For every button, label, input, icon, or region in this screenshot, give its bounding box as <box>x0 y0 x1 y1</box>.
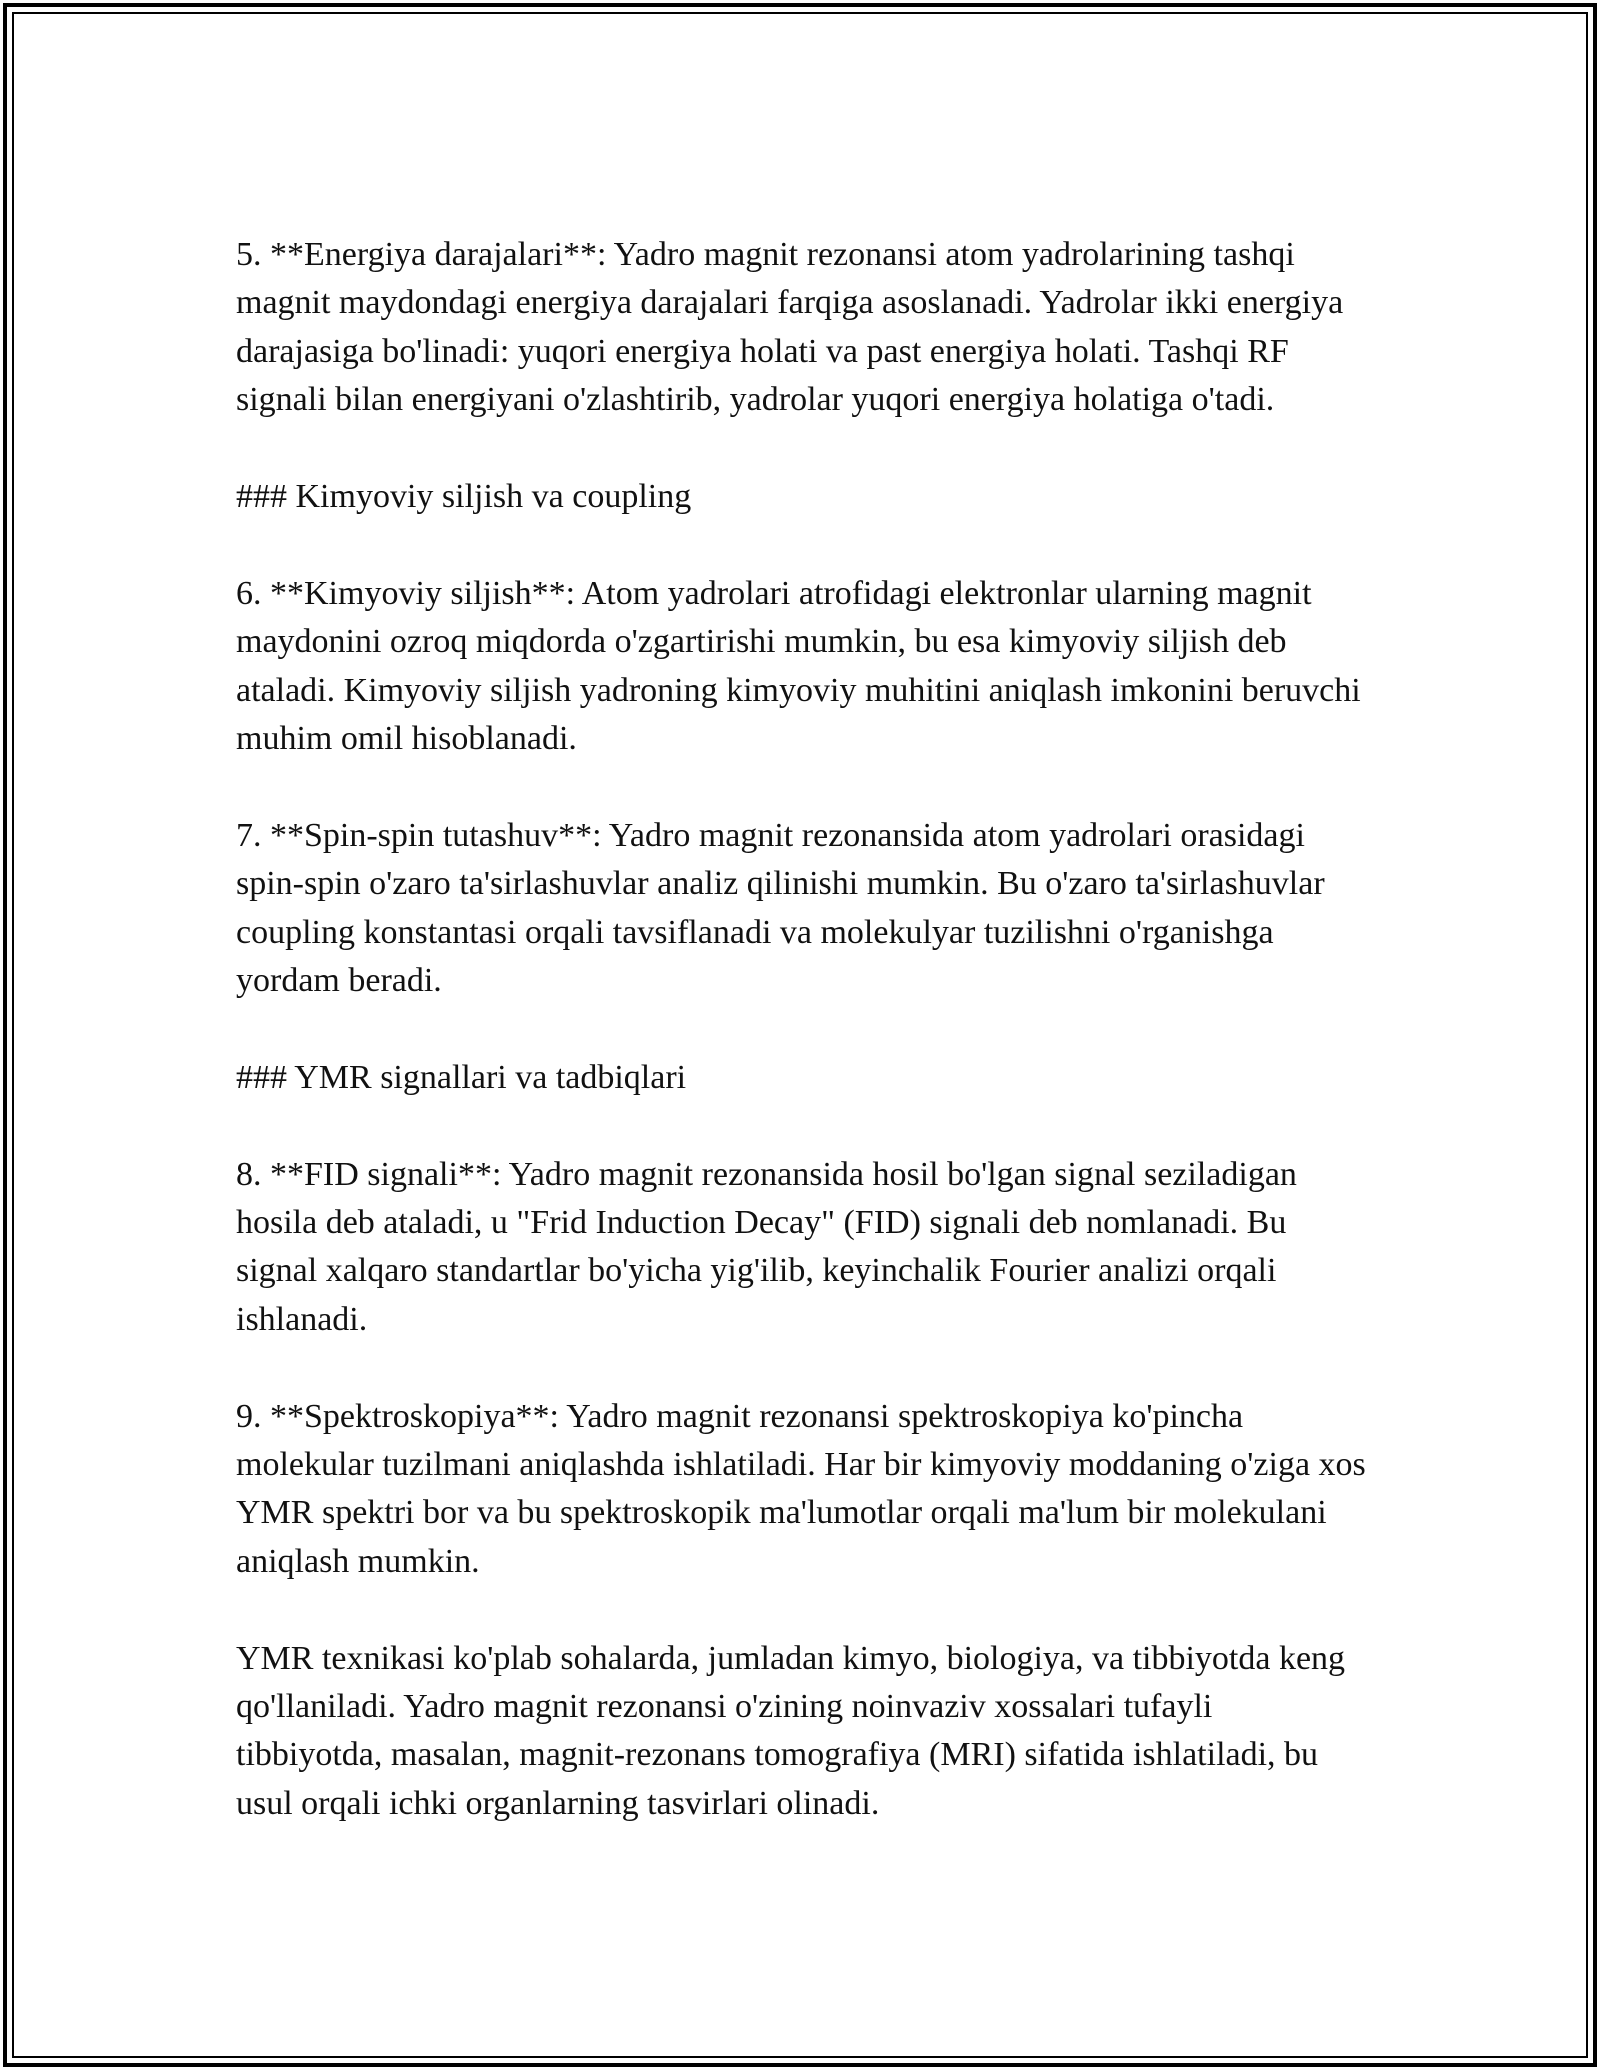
document-body <box>236 231 1366 1877</box>
paragraph-applications: YMR texnikasi ko'plab sohalarda, jumladan kimyo, biologiya, va tibbiyotda keng qo'llaniladi. Yadro magnit rezonansi o'zining noinvaziv xossalari tufayli tibbiyotda, masalan, magnit-rezonans tomografiya (MRI) sifatida ishlatiladi, bu usul orqali ichki organlarning tasvirlari olinadi. <box>236 1639 1346 1822</box>
paragraph-spin-spin-coupling: 7. **Spin-spin tutashuv**: Yadro magnit rezonansida atom yadrolari orasidagi spin-spin o'zaro ta'sirlashuvlar analiz qilinishi mumkin. Bu o'zaro ta'sirlashuvlar coupling konstantasi orqali tavsiflanadi va molekulyar tuzilishni o'rganishga yordam beradi. <box>236 816 1325 1000</box>
section-heading-nmr-signals: ### YMR signallari va tadbiqlari <box>236 1058 687 1096</box>
section-heading-chemical-shift: ### Kimyoviy siljish va coupling <box>236 478 692 516</box>
paragraph-energy-levels: 5. **Energiya darajalari**: Yadro magnit rezonansi atom yadrolarining tashqi magnit maydondagi energiya darajalari farqiga asoslanadi. Yadrolar ikki energiya darajasiga bo'linadi: yuqori energiya holati va past energiya holati. Tashqi RF signali bilan energiyani o'zlashtirib, yadrolar yuqori energiya holatiga o'tadi. <box>236 236 1344 419</box>
paragraph-chemical-shift: 6. **Kimyoviy siljish**: Atom yadrolari atrofidagi elektronlar ularning magnit maydonini ozroq miqdorda o'zgartirishi mumkin, bu esa kimyoviy siljish deb ataladi. Kimyoviy siljish yadroning kimyoviy muhitini aniqlash imkonini beruvchi muhim omil hisoblanadi. <box>236 574 1361 758</box>
paragraph-spectroscopy: 9. **Spektroskopiya**: Yadro magnit rezonansi spektroskopiya ko'pincha molekular tuzilmani aniqlashda ishlatiladi. Har bir kimyoviy moddaning o'ziga xos YMR spektri bor va bu spektroskopik ma'lumotlar orqali ma'lum bir molekulani aniqlash mumkin. <box>236 1397 1366 1580</box>
paragraph-fid-signal: 8. **FID signali**: Yadro magnit rezonansida hosil bo'lgan signal seziladigan hosila deb ataladi, u "Frid Induction Decay" (FID) signali deb nomlanadi. Bu signal xalqaro standartlar bo'yicha yig'ilib, keyinchalik Fourier analizi orqali ishlanadi. <box>236 1155 1297 1338</box>
